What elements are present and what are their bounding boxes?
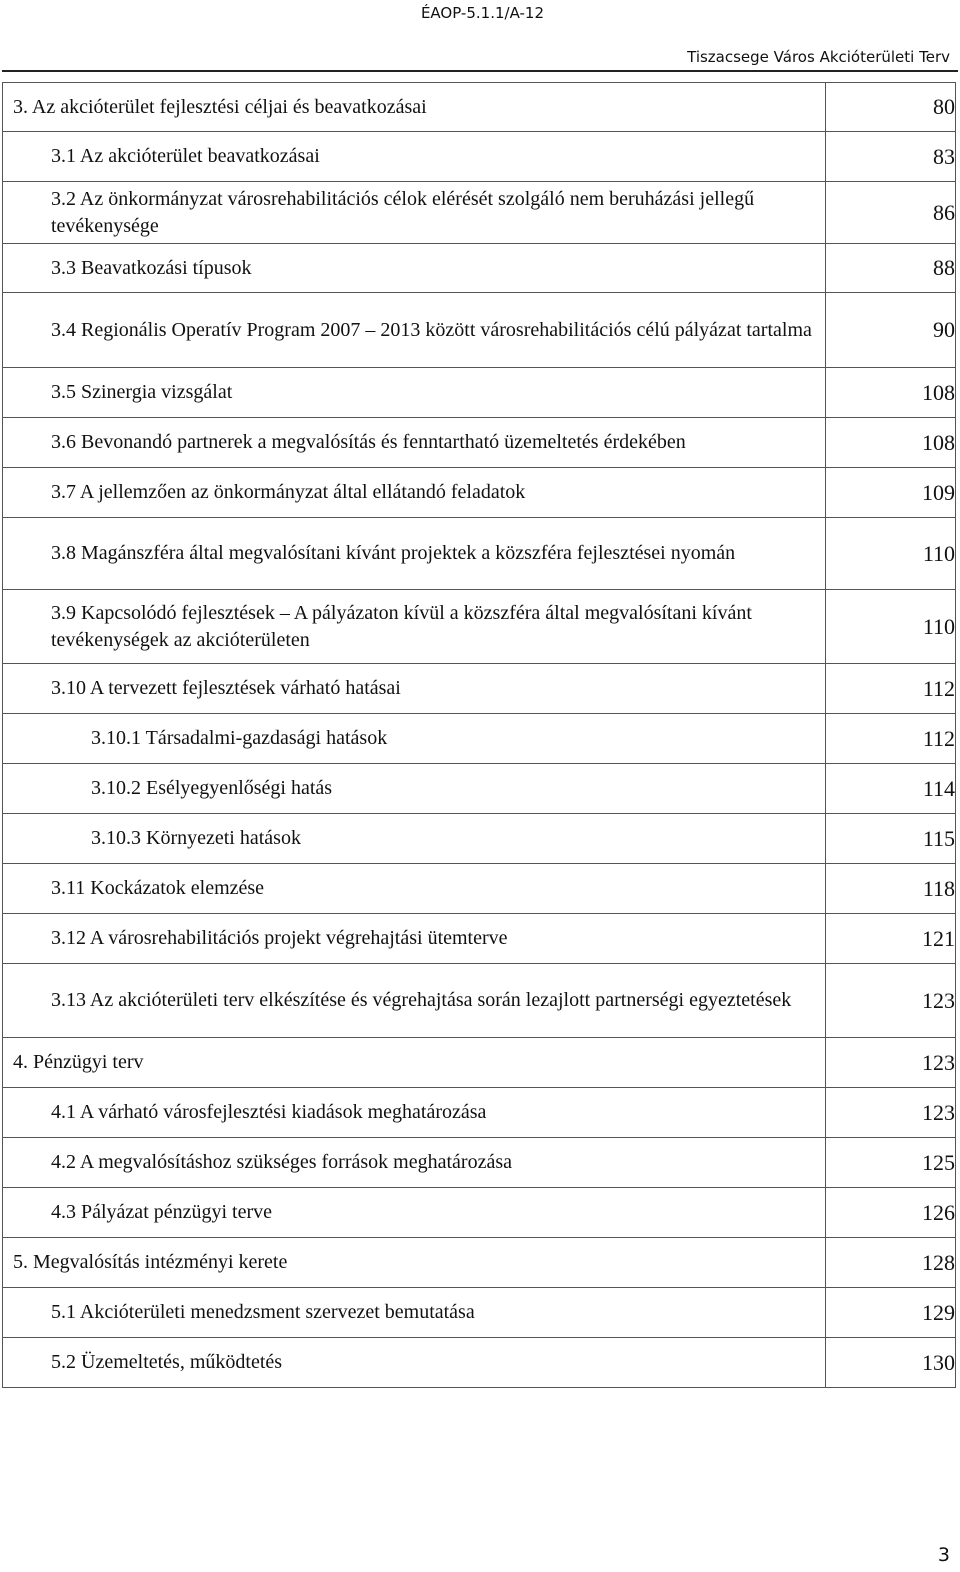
toc-entry-page: 130: [826, 1338, 956, 1388]
toc-row: [3, 1038, 956, 1088]
toc-row: [3, 468, 956, 518]
toc-entry-title: 3.9 Kapcsolódó fejlesztések – A pályázaton kívül a közszféra által megvalósítani kívánt tevékenységek az akcióterületen: [3, 590, 826, 664]
toc-entry-title: 3.10.2 Esélyegyenlőségi hatás: [3, 764, 826, 814]
toc-row: [3, 1288, 956, 1338]
toc-entry-page: 112: [826, 714, 956, 764]
toc-entry-page: 88: [826, 244, 956, 293]
toc-entry-page: 108: [826, 418, 956, 468]
toc-row: [3, 182, 956, 244]
toc-entry-title: 4.2 A megvalósításhoz szükséges források meghatározása: [3, 1138, 826, 1188]
toc-entry-title: 5.2 Üzemeltetés, működtetés: [3, 1338, 826, 1388]
toc-entry-page: 123: [826, 1088, 956, 1138]
document-title: Tiszacsege Város Akcióterületi Terv: [687, 48, 950, 66]
toc-entry-title: 3.12 A városrehabilitációs projekt végrehajtási ütemterve: [3, 914, 826, 964]
toc-entry-page: 123: [826, 964, 956, 1038]
toc-entry-title: 3.10.3 Környezeti hatások: [3, 814, 826, 864]
toc-row: [3, 1238, 956, 1288]
page-number: 3: [937, 1544, 950, 1566]
toc-entry-title: 3.6 Bevonandó partnerek a megvalósítás és fenntartható üzemeltetés érdekében: [3, 418, 826, 468]
document-code: ÉAOP-5.1.1/A-12: [420, 4, 544, 22]
toc-entry-title: 5.1 Akcióterületi menedzsment szervezet bemutatása: [3, 1288, 826, 1338]
toc-row: [3, 1188, 956, 1238]
toc-entry-page: 115: [826, 814, 956, 864]
toc-row: [3, 418, 956, 468]
toc-row: [3, 590, 956, 664]
header-divider: [2, 70, 958, 72]
toc-entry-title: 3. Az akcióterület fejlesztési céljai és beavatkozásai: [3, 83, 826, 132]
toc-entry-page: 86: [826, 182, 956, 244]
toc-row: [3, 132, 956, 182]
toc-row: [3, 714, 956, 764]
toc-entry-title: 3.10 A tervezett fejlesztések várható hatásai: [3, 664, 826, 714]
toc-row: [3, 368, 956, 418]
toc-row: [3, 964, 956, 1038]
toc-row: [3, 293, 956, 368]
table-of-contents: [2, 82, 956, 1388]
toc-entry-page: 118: [826, 864, 956, 914]
toc-entry-title: 3.3 Beavatkozási típusok: [3, 244, 826, 293]
toc-entry-title: 3.7 A jellemzően az önkormányzat által ellátandó feladatok: [3, 468, 826, 518]
toc-row: [3, 244, 956, 293]
toc-row: [3, 764, 956, 814]
toc-row: [3, 83, 956, 132]
toc-entry-page: 112: [826, 664, 956, 714]
toc-entry-title: 5. Megvalósítás intézményi kerete: [3, 1238, 826, 1288]
toc-entry-page: 109: [826, 468, 956, 518]
toc-row: [3, 664, 956, 714]
toc-entry-page: 114: [826, 764, 956, 814]
toc-entry-title: 3.4 Regionális Operatív Program 2007 – 2013 között városrehabilitációs célú pályázat tartalma: [3, 293, 826, 368]
toc-entry-title: 3.11 Kockázatok elemzése: [3, 864, 826, 914]
toc-entry-title: 4.3 Pályázat pénzügyi terve: [3, 1188, 826, 1238]
toc-row: [3, 864, 956, 914]
toc-entry-page: 110: [826, 590, 956, 664]
toc-entry-page: 126: [826, 1188, 956, 1238]
toc-row: [3, 1338, 956, 1388]
toc-row: [3, 1138, 956, 1188]
toc-entry-title: 4. Pénzügyi terv: [3, 1038, 826, 1088]
toc-entry-title: 4.1 A várható városfejlesztési kiadások meghatározása: [3, 1088, 826, 1138]
toc-entry-page: 123: [826, 1038, 956, 1088]
toc-entry-title: 3.5 Szinergia vizsgálat: [3, 368, 826, 418]
toc-entry-title: 3.2 Az önkormányzat városrehabilitációs célok elérését szolgáló nem beruházási jellegű tevékenysége: [3, 182, 826, 244]
toc-row: [3, 914, 956, 964]
toc-entry-page: 110: [826, 518, 956, 590]
toc-row: [3, 814, 956, 864]
toc-row: [3, 518, 956, 590]
toc-entry-page: 128: [826, 1238, 956, 1288]
toc-entry-title: 3.13 Az akcióterületi terv elkészítése és végrehajtása során lezajlott partnerségi egyeztetések: [3, 964, 826, 1038]
toc-entry-page: 83: [826, 132, 956, 182]
toc-entry-page: 125: [826, 1138, 956, 1188]
toc-entry-page: 121: [826, 914, 956, 964]
toc-entry-title: 3.10.1 Társadalmi-gazdasági hatások: [3, 714, 826, 764]
toc-row: [3, 1088, 956, 1138]
toc-entry-page: 80: [826, 83, 956, 132]
toc-entry-page: 129: [826, 1288, 956, 1338]
toc-entry-title: 3.1 Az akcióterület beavatkozásai: [3, 132, 826, 182]
toc-entry-page: 108: [826, 368, 956, 418]
toc-entry-page: 90: [826, 293, 956, 368]
toc-entry-title: 3.8 Magánszféra által megvalósítani kívánt projektek a közszféra fejlesztései nyomán: [3, 518, 826, 590]
